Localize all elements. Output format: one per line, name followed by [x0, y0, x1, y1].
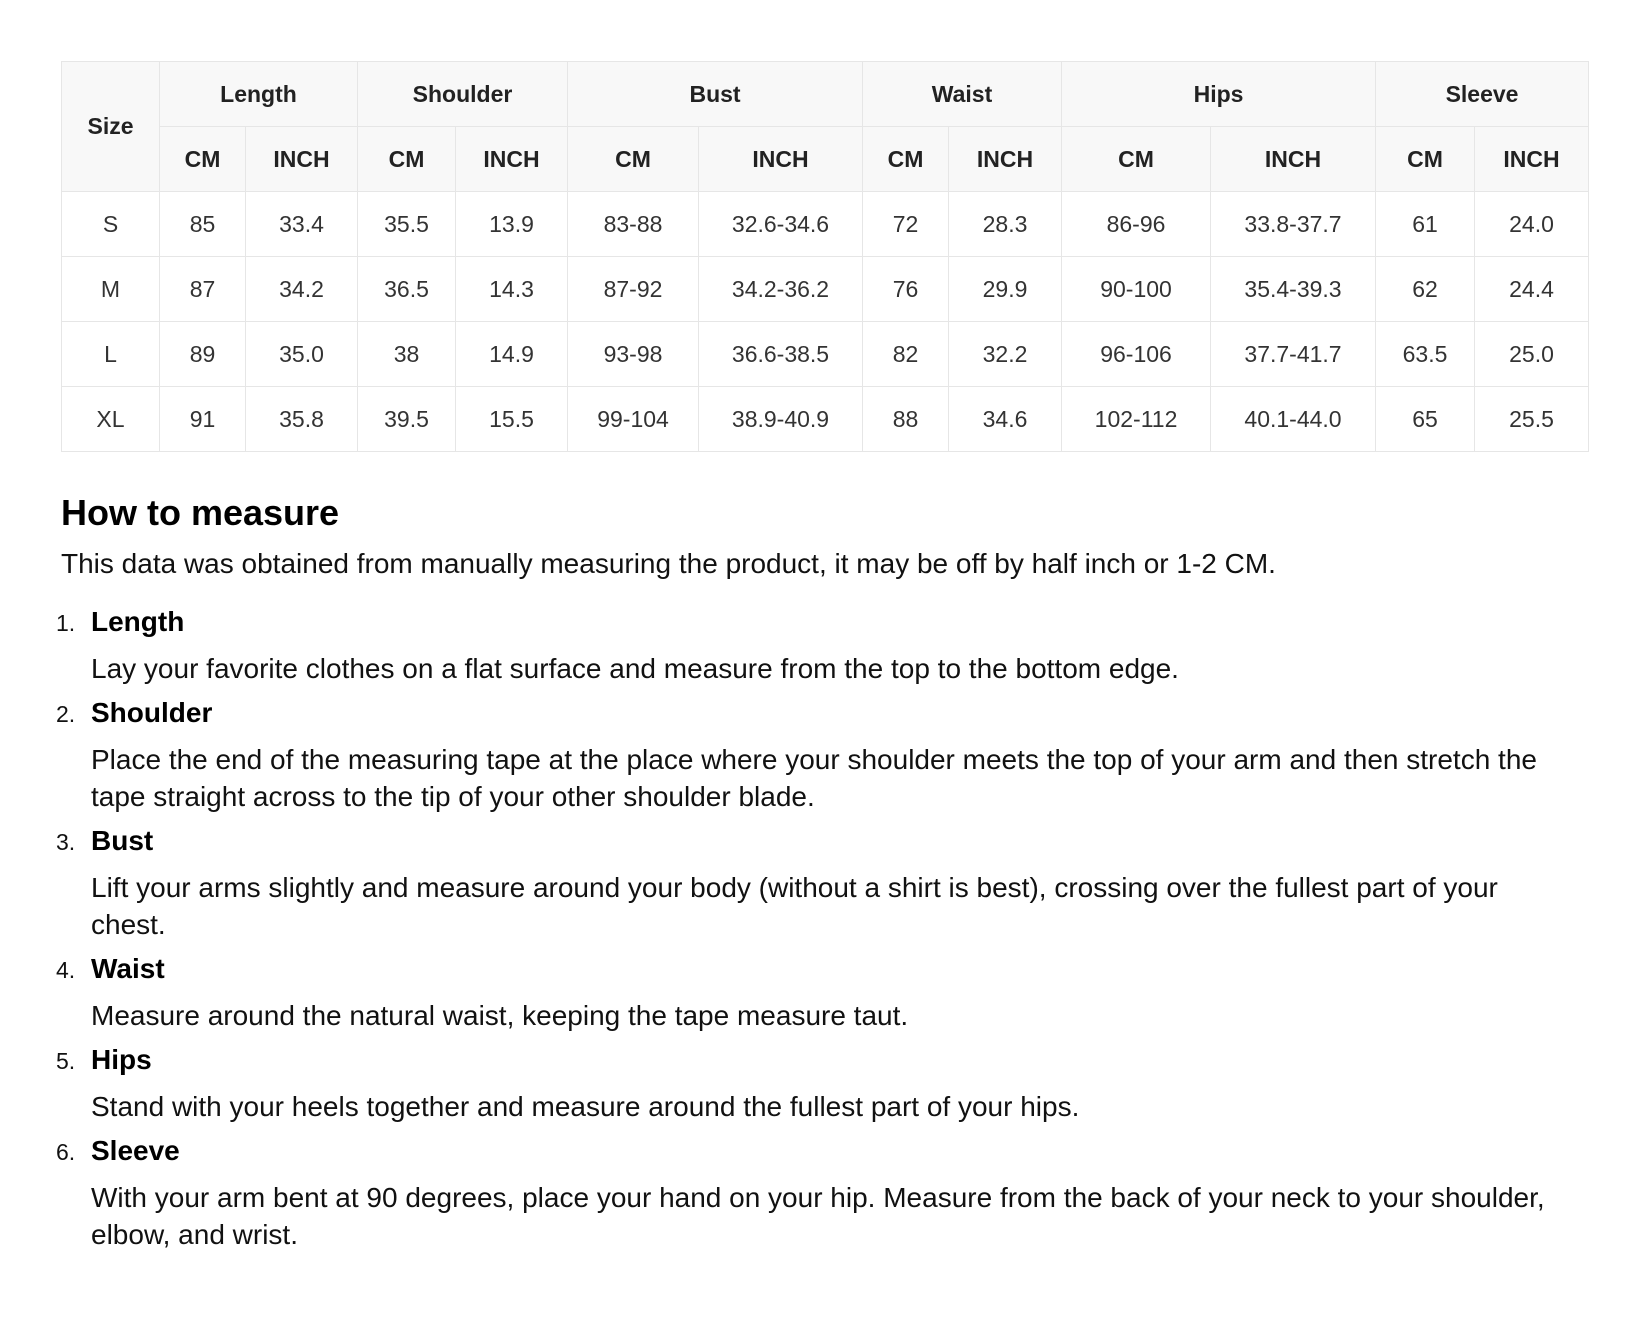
header-row-groups	[62, 62, 1589, 127]
measurement-cell: 90-100	[1062, 257, 1211, 322]
measurement-cell: 96-106	[1062, 322, 1211, 387]
measurement-cell: 40.1-44.0	[1211, 387, 1376, 452]
measurement-cell: 33.8-37.7	[1211, 192, 1376, 257]
table-row	[62, 192, 1589, 257]
measurement-cell: 35.4-39.3	[1211, 257, 1376, 322]
measurement-cell: 24.4	[1475, 257, 1589, 322]
measurement-cell: 93-98	[568, 322, 699, 387]
step-title: Shoulder	[91, 697, 213, 728]
header-unit-inch: INCH	[1211, 127, 1376, 192]
header-unit-inch: INCH	[1475, 127, 1589, 192]
table-row	[62, 257, 1589, 322]
table-header	[62, 62, 1589, 192]
measurement-cell: 32.2	[949, 322, 1062, 387]
header-group-sleeve: Sleeve	[1376, 62, 1589, 127]
measure-steps-list	[56, 604, 1561, 1253]
measurement-cell: 35.5	[358, 192, 456, 257]
header-group-shoulder: Shoulder	[358, 62, 568, 127]
measurement-cell: 63.5	[1376, 322, 1475, 387]
measurement-cell: 86-96	[1062, 192, 1211, 257]
header-unit-cm: CM	[160, 127, 246, 192]
step-description: With your arm bent at 90 degrees, place your hand on your hip. Measure from the back of your neck to your shoulder, elbow, and wrist.	[91, 1182, 1545, 1250]
step-title: Length	[91, 606, 185, 637]
measurement-cell: 62	[1376, 257, 1475, 322]
measurement-cell: 35.0	[246, 322, 358, 387]
table-body	[62, 192, 1589, 452]
table-row	[62, 387, 1589, 452]
header-unit-cm: CM	[1376, 127, 1475, 192]
measurement-cell: 39.5	[358, 387, 456, 452]
step-number: 4.	[56, 957, 76, 983]
step-description: Measure around the natural waist, keeping the tape measure taut.	[91, 1000, 909, 1031]
header-unit-cm: CM	[358, 127, 456, 192]
header-unit-inch: INCH	[246, 127, 358, 192]
measurement-cell: 34.2	[246, 257, 358, 322]
measure-step-hips	[56, 1042, 1561, 1125]
header-size: Size	[62, 62, 160, 192]
measurement-cell: 28.3	[949, 192, 1062, 257]
measurement-cell: 29.9	[949, 257, 1062, 322]
measurement-cell: 25.5	[1475, 387, 1589, 452]
header-group-waist: Waist	[863, 62, 1062, 127]
measurement-cell: 14.3	[456, 257, 568, 322]
measurement-cell: 13.9	[456, 192, 568, 257]
step-title: Sleeve	[91, 1135, 180, 1166]
header-group-hips: Hips	[1062, 62, 1376, 127]
header-group-length: Length	[160, 62, 358, 127]
header-unit-cm: CM	[568, 127, 699, 192]
measurement-cell: 61	[1376, 192, 1475, 257]
measurement-cell: 34.2-36.2	[699, 257, 863, 322]
measurement-cell: 25.0	[1475, 322, 1589, 387]
header-group-bust: Bust	[568, 62, 863, 127]
size-cell: M	[62, 257, 160, 322]
measurement-cell: 36.5	[358, 257, 456, 322]
header-row-units	[62, 127, 1589, 192]
size-chart-table	[61, 61, 1589, 452]
how-to-measure-heading: How to measure	[61, 492, 340, 533]
step-number: 5.	[56, 1048, 76, 1074]
measurement-cell: 65	[1376, 387, 1475, 452]
size-cell: S	[62, 192, 160, 257]
measurement-cell: 85	[160, 192, 246, 257]
step-number: 2.	[56, 701, 76, 727]
measure-step-bust	[56, 823, 1561, 943]
measure-step-length	[56, 604, 1561, 687]
measure-step-waist	[56, 951, 1561, 1034]
step-description: Lay your favorite clothes on a flat surface and measure from the top to the bottom edge.	[91, 653, 1179, 684]
step-title: Hips	[91, 1044, 152, 1075]
header-unit-cm: CM	[863, 127, 949, 192]
table-row	[62, 322, 1589, 387]
measurement-cell: 15.5	[456, 387, 568, 452]
measurement-cell: 33.4	[246, 192, 358, 257]
header-unit-cm: CM	[1062, 127, 1211, 192]
measurement-cell: 38	[358, 322, 456, 387]
measurement-cell: 32.6-34.6	[699, 192, 863, 257]
measurement-cell: 14.9	[456, 322, 568, 387]
step-number: 3.	[56, 829, 76, 855]
measurement-cell: 34.6	[949, 387, 1062, 452]
measurement-cell: 89	[160, 322, 246, 387]
step-title: Bust	[91, 825, 154, 856]
step-description: Stand with your heels together and measure around the fullest part of your hips.	[91, 1091, 1080, 1122]
size-cell: XL	[62, 387, 160, 452]
measurement-cell: 24.0	[1475, 192, 1589, 257]
step-description: Place the end of the measuring tape at the place where your shoulder meets the top of your arm and then stretch the tape straight across to the tip of your other shoulder blade.	[91, 744, 1537, 812]
measurement-cell: 72	[863, 192, 949, 257]
header-unit-inch: INCH	[456, 127, 568, 192]
header-unit-inch: INCH	[949, 127, 1062, 192]
measurement-cell: 83-88	[568, 192, 699, 257]
measurement-cell: 102-112	[1062, 387, 1211, 452]
measurement-cell: 35.8	[246, 387, 358, 452]
step-number: 6.	[56, 1139, 76, 1165]
step-number: 1.	[56, 610, 76, 636]
measurement-cell: 99-104	[568, 387, 699, 452]
measurement-cell: 88	[863, 387, 949, 452]
step-title: Waist	[91, 953, 165, 984]
measurement-cell: 38.9-40.9	[699, 387, 863, 452]
measurement-cell: 37.7-41.7	[1211, 322, 1376, 387]
measurement-cell: 87-92	[568, 257, 699, 322]
measurement-cell: 91	[160, 387, 246, 452]
measurement-cell: 87	[160, 257, 246, 322]
step-description: Lift your arms slightly and measure around your body (without a shirt is best), crossing over the fullest part of your chest.	[91, 872, 1498, 940]
header-unit-inch: INCH	[699, 127, 863, 192]
size-cell: L	[62, 322, 160, 387]
measure-step-shoulder	[56, 695, 1561, 815]
measurement-cell: 36.6-38.5	[699, 322, 863, 387]
measure-intro-text: This data was obtained from manually measuring the product, it may be off by half inch or 1-2 CM.	[61, 548, 1276, 579]
measure-step-sleeve	[56, 1133, 1561, 1253]
measurement-cell: 76	[863, 257, 949, 322]
measurement-cell: 82	[863, 322, 949, 387]
